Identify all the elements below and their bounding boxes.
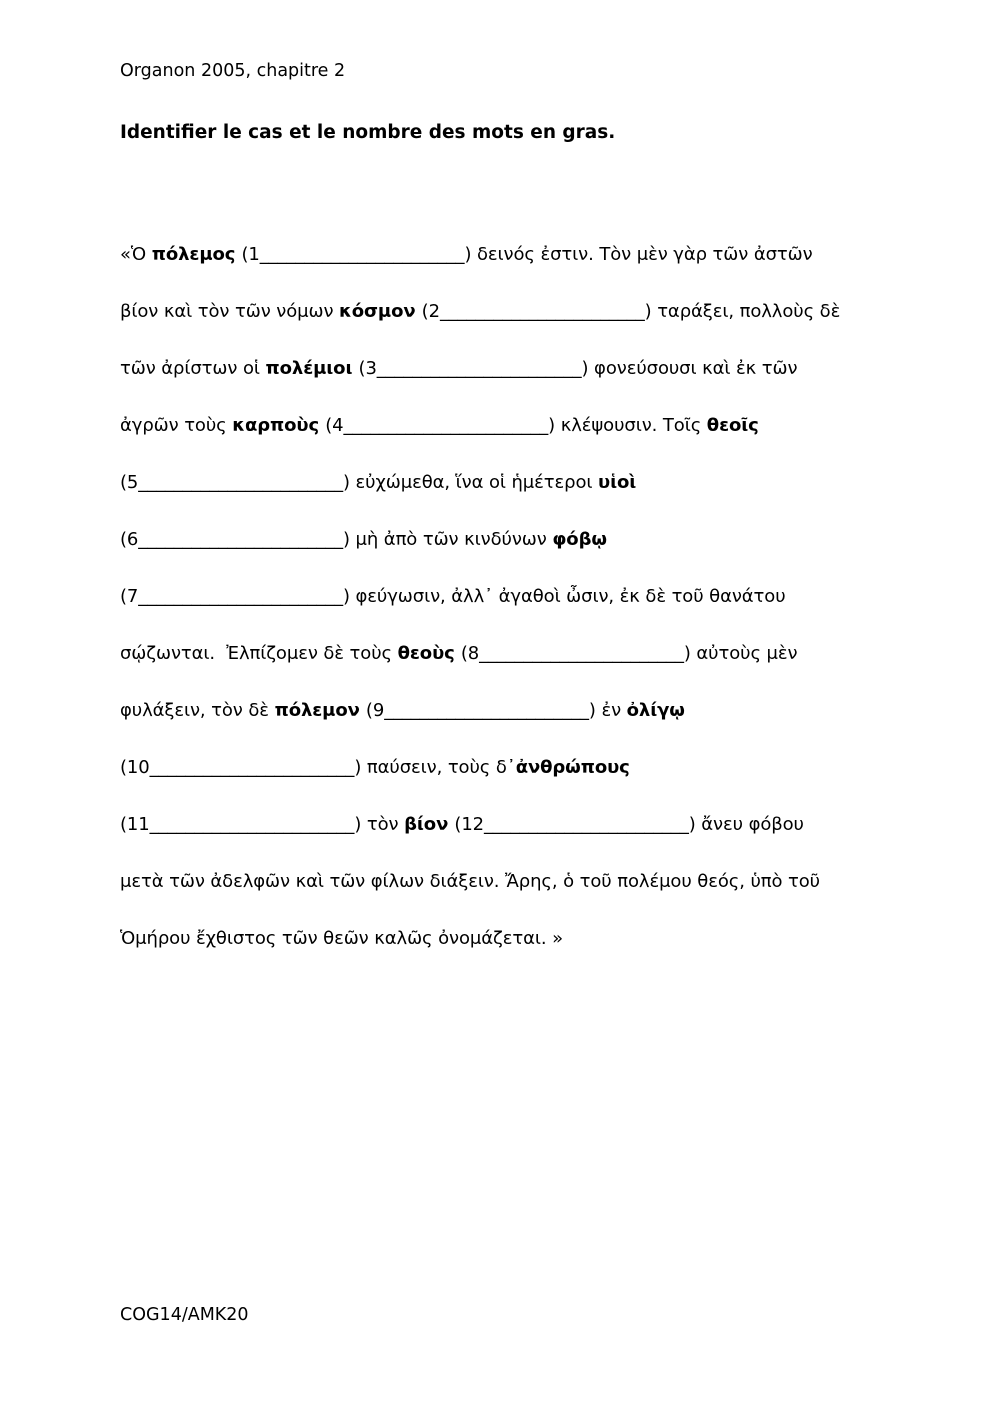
document-header: Organon 2005, chapitre 2 bbox=[120, 61, 346, 81]
bold-word-polemon: πόλεμον bbox=[274, 700, 366, 721]
blank-5: (5_______________________) bbox=[120, 472, 350, 493]
exercise-line-8 bbox=[120, 625, 890, 682]
text-run: αὐτοὺς μὲν bbox=[690, 643, 798, 664]
text-run: τῶν ἀρίστων οἱ bbox=[120, 358, 266, 379]
exercise-text bbox=[120, 226, 890, 967]
text-run: ἐν bbox=[595, 700, 627, 721]
bold-word-karpous: καρποὺς bbox=[232, 415, 326, 436]
exercise-line-11 bbox=[120, 796, 890, 853]
text-run: «Ὁ bbox=[120, 244, 152, 265]
bold-word-theous: θεοὺς bbox=[397, 643, 461, 664]
text-run: δεινός ἐστιν. Τὸν μὲν γὰρ τῶν ἀστῶν bbox=[471, 244, 813, 265]
blank-2: (2_______________________) bbox=[421, 301, 652, 322]
bold-word-oligoi: ὀλίγῳ bbox=[626, 700, 685, 721]
text-run: τὸν bbox=[361, 814, 405, 835]
blank-9: (9_______________________) bbox=[365, 700, 596, 721]
exercise-line-6 bbox=[120, 511, 890, 568]
blank-8: (8_______________________) bbox=[460, 643, 691, 664]
bold-word-huioi: υἱοὶ bbox=[598, 472, 637, 493]
text-run: παύσειν, τοὺς δ᾽ bbox=[361, 757, 516, 778]
instruction-title: Identifier le cas et le nombre des mots en gras. bbox=[120, 122, 616, 143]
bold-word-anthropous: ἀνθρώπους bbox=[515, 757, 630, 778]
exercise-line-10 bbox=[120, 739, 890, 796]
bold-word-theois: θεοῖς bbox=[706, 415, 759, 436]
bold-word-polemos: πόλεμος bbox=[151, 244, 242, 265]
exercise-line-2 bbox=[120, 283, 890, 340]
text-run: Ὁμήρου ἔχθιστος τῶν θεῶν καλῶς ὀνομάζεται. » bbox=[120, 928, 564, 949]
exercise-line-4 bbox=[120, 397, 890, 454]
text-run: βίον καὶ τὸν τῶν νόμων bbox=[120, 301, 340, 322]
text-run: κλέψουσιν. Τοῖς bbox=[555, 415, 707, 436]
bold-word-polemioi: πολέμιοι bbox=[265, 358, 359, 379]
bold-word-bion: βίον bbox=[404, 814, 455, 835]
text-run: εὐχώμεθα, ἵνα οἱ ἡμέτεροι bbox=[349, 472, 599, 493]
text-run: ταράξει, πολλοὺς δὲ bbox=[651, 301, 841, 322]
text-run: φυλάξειν, τὸν δὲ bbox=[120, 700, 275, 721]
text-run: φεύγωσιν, ἀλλ᾽ ἀγαθοὶ ὦσιν, ἐκ δὲ τοῦ θανάτου bbox=[349, 586, 786, 607]
text-run: μὴ ἀπὸ τῶν κινδύνων bbox=[349, 529, 553, 550]
blank-7: (7_______________________) bbox=[120, 586, 350, 607]
exercise-line-1 bbox=[120, 226, 890, 283]
blank-4: (4_______________________) bbox=[325, 415, 556, 436]
blank-11: (11_______________________) bbox=[120, 814, 362, 835]
exercise-line-3 bbox=[120, 340, 890, 397]
exercise-line-13 bbox=[120, 910, 890, 967]
blank-12: (12_______________________) bbox=[454, 814, 696, 835]
bold-word-phoboi: φόβῳ bbox=[552, 529, 607, 550]
blank-3: (3_______________________) bbox=[358, 358, 589, 379]
text-run: σῴζωνται. Ἐλπίζομεν δὲ τοὺς bbox=[120, 643, 398, 664]
exercise-line-5 bbox=[120, 454, 890, 511]
bold-word-kosmon: κόσμον bbox=[339, 301, 422, 322]
text-run: ἄνευ φόβου bbox=[695, 814, 804, 835]
exercise-line-9 bbox=[120, 682, 890, 739]
exercise-line-7 bbox=[120, 568, 890, 625]
blank-1: (1_______________________) bbox=[241, 244, 472, 265]
text-run: μετὰ τῶν ἀδελφῶν καὶ τῶν φίλων διάξειν. Ἄρης, ὁ τοῦ πολέμου θεός, ὑπὸ τοῦ bbox=[120, 871, 820, 892]
blank-6: (6_______________________) bbox=[120, 529, 350, 550]
text-run: φονεύσουσι καὶ ἐκ τῶν bbox=[588, 358, 798, 379]
document-footer: COG14/AMK20 bbox=[120, 1305, 249, 1325]
blank-10: (10_______________________) bbox=[120, 757, 362, 778]
text-run: ἀγρῶν τοὺς bbox=[120, 415, 233, 436]
exercise-line-12 bbox=[120, 853, 890, 910]
